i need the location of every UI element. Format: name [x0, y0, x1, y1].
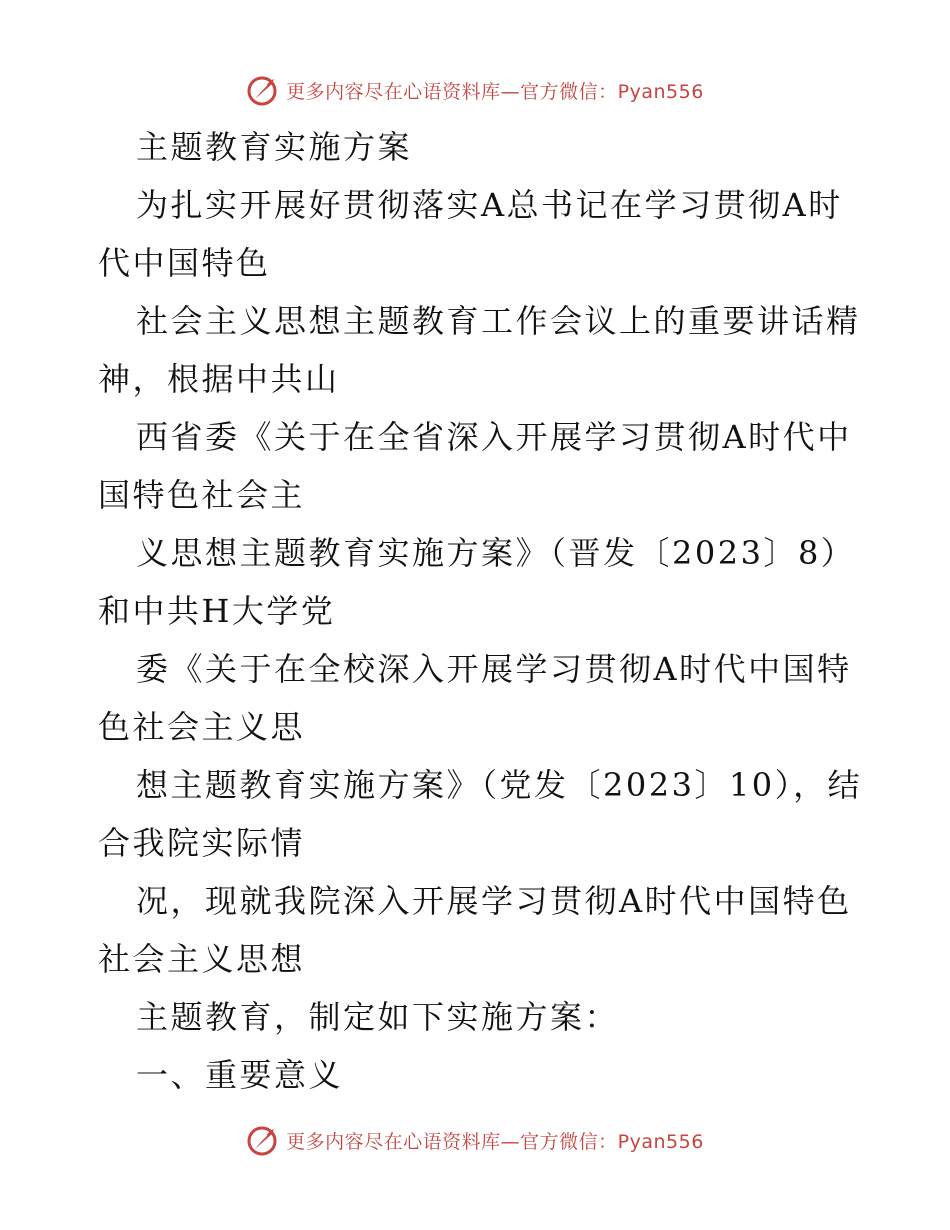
quill-logo-icon — [246, 1123, 280, 1157]
text-line: 主题教育，制定如下实施方案： — [136, 998, 620, 1036]
text-line: 社会主义思想 — [98, 940, 306, 978]
quill-logo-icon — [246, 73, 280, 107]
text-line: 色社会主义思 — [98, 708, 306, 746]
text-line: 义思想主题教育实施方案》（晋发〔2023〕8） — [136, 534, 856, 572]
text-line: 况，现就我院深入开展学习贯彻A时代中国特色 — [136, 882, 852, 920]
watermark-header — [0, 70, 950, 110]
watermark-text: 更多内容尽在心语资料库—官方微信：Pyan556 — [286, 80, 704, 103]
text-line: 神，根据中共山 — [98, 360, 340, 398]
text-line: 委《关于在全校深入开展学习贯彻A时代中国特 — [136, 650, 852, 688]
text-line: 代中国特色 — [98, 244, 271, 282]
text-line: 国特色社会主 — [98, 476, 306, 514]
watermark-footer — [0, 1120, 950, 1160]
text-line: 主题教育实施方案 — [136, 128, 413, 166]
text-line: 想主题教育实施方案》（党发〔2023〕10），结 — [136, 766, 863, 804]
text-line: 和中共H大学党 — [98, 592, 336, 630]
text-line: 社会主义思想主题教育工作会议上的重要讲话精 — [136, 302, 861, 340]
text-line: 为扎实开展好贯彻落实A总书记在学习贯彻A时 — [136, 186, 843, 224]
document-body — [98, 118, 863, 1104]
watermark-text: 更多内容尽在心语资料库—官方微信：Pyan556 — [286, 1130, 704, 1153]
text-line: 一、重要意义 — [136, 1056, 344, 1094]
text-line: 西省委《关于在全省深入开展学习贯彻A时代中 — [136, 418, 852, 456]
text-line: 合我院实际情 — [98, 824, 306, 862]
